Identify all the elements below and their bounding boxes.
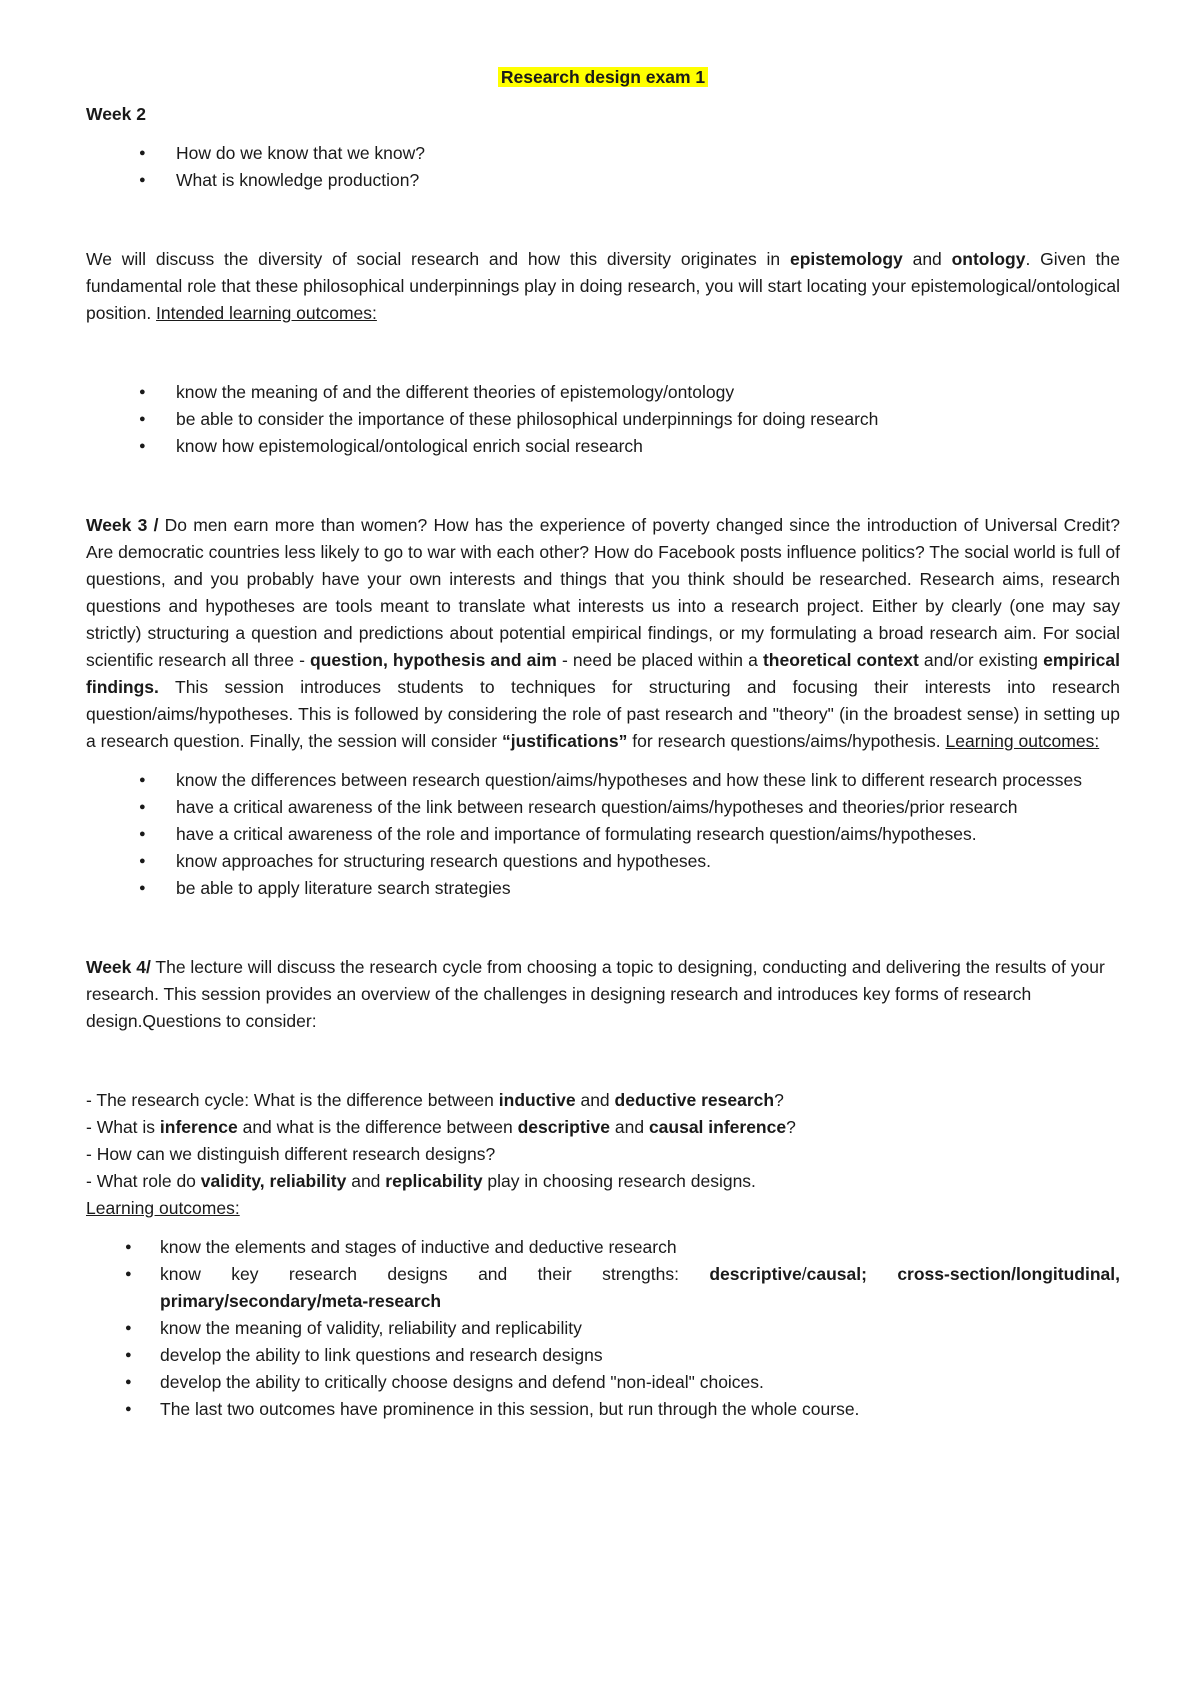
list-item: ● develop the ability to link questions and research designs [86, 1342, 1120, 1369]
week2-heading: Week 2 [86, 104, 146, 124]
bold-term: inductive [498, 1090, 576, 1110]
list-item: ● develop the ability to critically choose designs and defend "non-ideal" choices. [86, 1369, 1120, 1396]
list-item: ● What is knowledge production? [86, 167, 1120, 194]
text-run: Do men earn more than women? How has the experience of poverty changed since the introduction of Universal Credit? Are democratic countries less likely to go to war with each other? How do Facebook posts influence politics? The social world is full of questions, and you probably have your own interests and things that you think should be researched. Research aims, research questions and hypotheses are tools meant to translate what interests us into a research project. Either by clearly (one may say strictly) structuring a question and predictions about potential empirical findings, or my formulating a broad research aim. For social scientific research all three - [86, 515, 1120, 670]
text-run: and [610, 1117, 649, 1137]
document-page [86, 64, 1120, 1423]
list-item: ● The last two outcomes have prominence in this session, but run through the whole course. [86, 1396, 1120, 1423]
text-run: This session introduces students to techniques for structuring and focusing their interests into research question/aims/hypotheses. This is followed by considering the role of past research and "theory" (in the broadest sense) in setting up a research question. Finally, the session will consider [86, 677, 1120, 751]
list-item: ● know the meaning of validity, reliability and replicability [86, 1315, 1120, 1342]
bold-term: causal; cross-section/longitudinal, primary/secondary/meta-research [160, 1264, 1120, 1311]
text-run: - What role do [86, 1171, 201, 1191]
bold-term: epistemology [789, 249, 903, 269]
bold-term: inference [159, 1117, 238, 1137]
list-item: ● be able to apply literature search strategies [86, 875, 1120, 902]
bold-term: causal inference [648, 1117, 787, 1137]
list-item: ● know the meaning of and the different theories of epistemology/ontology [86, 379, 1120, 406]
outcomes-label: Learning outcomes: [86, 1198, 240, 1218]
text-run: - need be placed within a [556, 650, 763, 670]
list-item: ● be able to consider the importance of these philosophical underpinnings for doing research [86, 406, 1120, 433]
text-run: ? [786, 1117, 796, 1137]
text-run: play in choosing research designs. [482, 1171, 756, 1191]
text-run: and what is the difference between [237, 1117, 518, 1137]
list-item: ● know approaches for structuring research questions and hypotheses. [86, 848, 1120, 875]
list-item [86, 1261, 1120, 1315]
list-item: ● have a critical awareness of the role and importance of formulating research question/aims/hypotheses. [86, 821, 1120, 848]
bold-term: descriptive [517, 1117, 610, 1137]
list-item: ● How do we know that we know? [86, 140, 1120, 167]
bold-term: question, hypothesis and aim [310, 650, 557, 670]
week4-question: - How can we distinguish different research designs? [86, 1144, 496, 1164]
week4-outcome-list [86, 1234, 1120, 1423]
text-run: The lecture will discuss the research cycle from choosing a topic to designing, conducting and delivering the results of your research. This session provides an overview of the challenges in designing research and introduces key forms of research design.Questions to consider: [86, 957, 1105, 1031]
week4-intro [86, 954, 1120, 1035]
text-run: ? [774, 1090, 784, 1110]
week2-outcome-list [86, 379, 1120, 460]
list-item: ● know the elements and stages of inductive and deductive research [86, 1234, 1120, 1261]
bold-term: empirical findings. [86, 650, 1120, 697]
week4-question [86, 1114, 1120, 1141]
text-run: . Given the fundamental role that these philosophical underpinnings play in doing research, you will start locating your epistemological/ontological position. [86, 249, 1120, 323]
week3-heading: Week 3 / [86, 515, 159, 535]
bold-term: descriptive [709, 1264, 802, 1284]
bold-term: validity, reliability [200, 1171, 347, 1191]
text-run: and [346, 1171, 386, 1191]
bold-term: “justifications” [501, 731, 628, 751]
list-item: ● know how epistemological/ontological enrich social research [86, 433, 1120, 460]
week4-question [86, 1087, 1120, 1114]
text-run: and [902, 249, 952, 269]
week2-question-list [86, 140, 1120, 194]
week4-heading: Week 4/ [86, 957, 151, 977]
bold-term: replicability [385, 1171, 483, 1191]
bold-term: theoretical context [762, 650, 919, 670]
document-title: Research design exam 1 [498, 67, 708, 87]
week3-paragraph [86, 512, 1120, 755]
text-run: - What is [86, 1117, 160, 1137]
outcomes-label: Intended learning outcomes: [156, 303, 377, 323]
text-run: and [575, 1090, 615, 1110]
text-run: We will discuss the diversity of social research and how this diversity originates in [86, 249, 790, 269]
week4-question [86, 1168, 1120, 1195]
week2-paragraph [86, 246, 1120, 327]
list-item: ● know the differences between research question/aims/hypotheses and how these link to different research processes [86, 767, 1120, 794]
text-run: / [801, 1264, 807, 1284]
text-run: know key research designs and their strengths: [160, 1264, 710, 1284]
bold-term: deductive research [614, 1090, 775, 1110]
week3-outcome-list [86, 767, 1120, 902]
bold-term: ontology [951, 249, 1026, 269]
list-item: ● have a critical awareness of the link between research question/aims/hypotheses and theories/prior research [86, 794, 1120, 821]
text-run: for research questions/aims/hypothesis. [627, 731, 946, 751]
title-block [86, 64, 1120, 91]
outcomes-label: Learning outcomes: [945, 731, 1100, 751]
text-run: - The research cycle: What is the difference between [86, 1090, 499, 1110]
text-run: and/or existing [918, 650, 1044, 670]
